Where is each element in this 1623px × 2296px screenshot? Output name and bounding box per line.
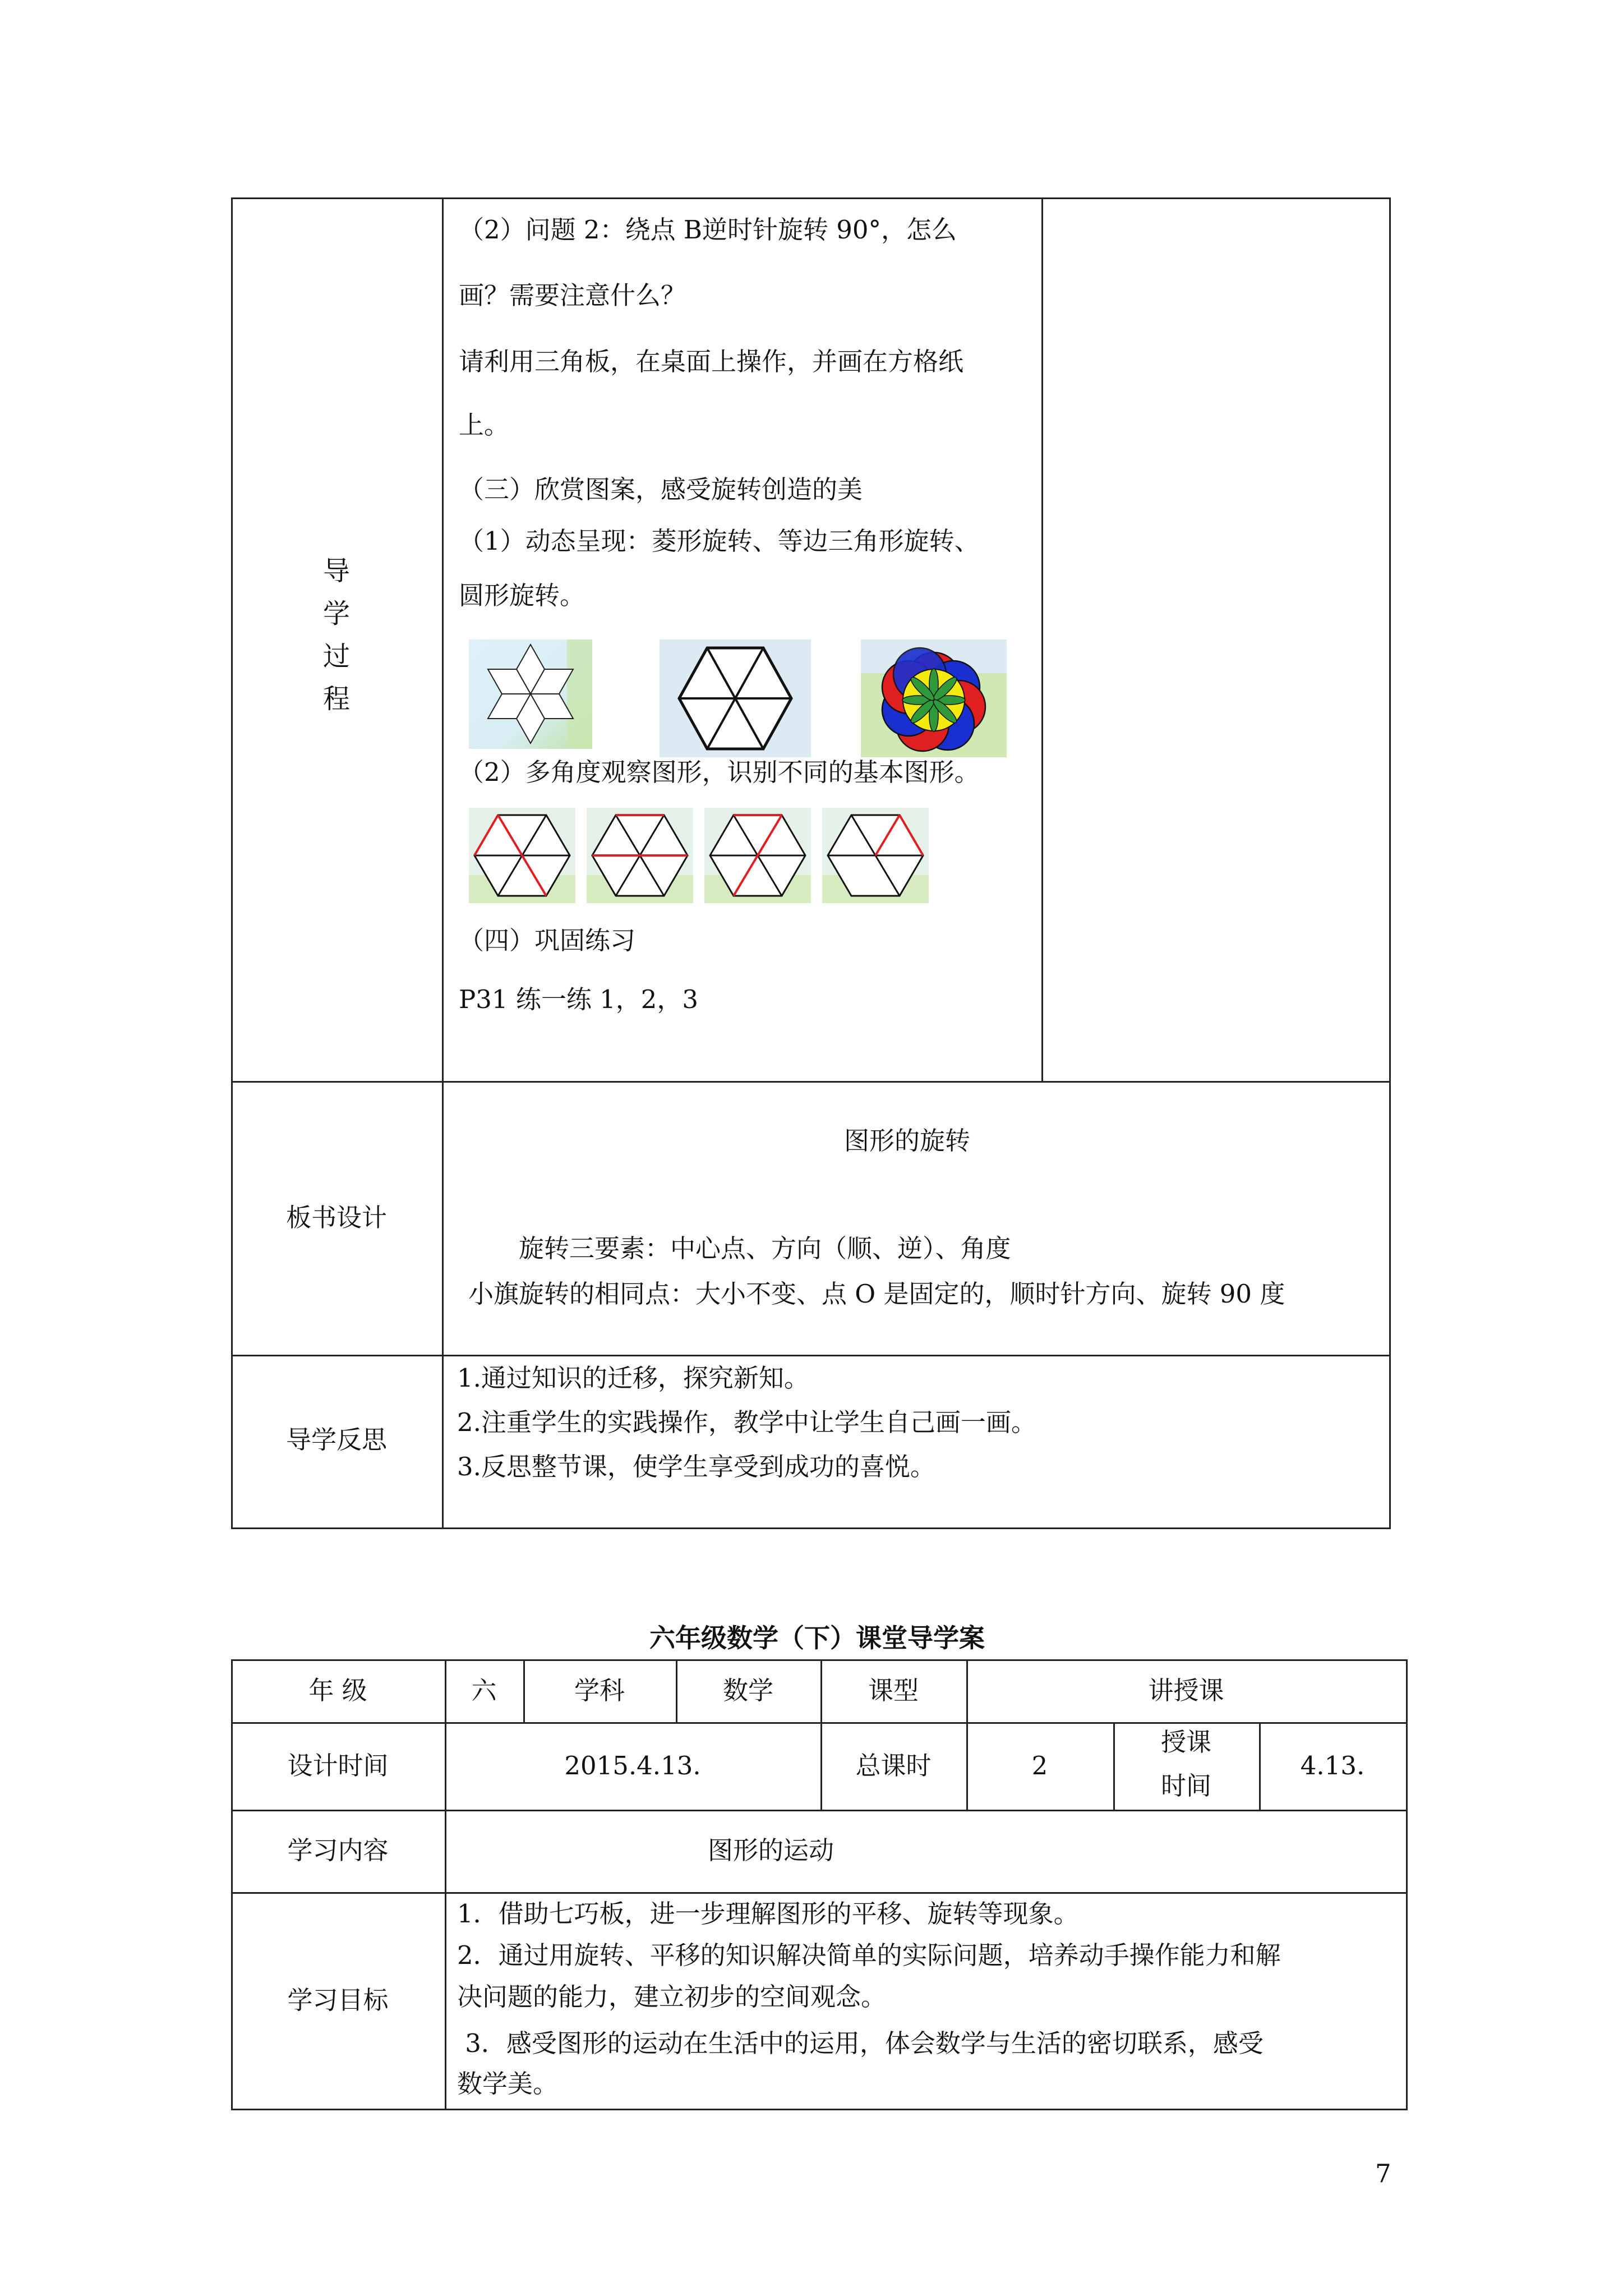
hexagon-variant-1 (469, 808, 575, 903)
guide-process-label: 导学过程 (322, 555, 350, 715)
page-title: 六年级数学（下）课堂导学案 (649, 1623, 985, 1653)
goal-line-4: 3．感受图形的运动在生活中的运用，体会数学与生活的密切联系，感受 (457, 2028, 1264, 2058)
guide-line-4: 上。 (459, 410, 510, 440)
guide-line-2: 画？需要注意什么？ (459, 280, 686, 310)
goal-line-1: 1．借助七巧板，进一步理解图形的平移、旋转等现象。 (457, 1899, 1079, 1929)
goal-line-2: 2．通过用旋转、平移的知识解决简单的实际问题，培养动手操作能力和解 (457, 1940, 1281, 1970)
hexagon-variant-4 (822, 808, 929, 903)
rhombus-rotation-image (469, 639, 592, 749)
total-lessons-value: 2 (1031, 1751, 1048, 1780)
content-label: 学习内容 (287, 1835, 389, 1865)
guide-line-6: （1）动态呈现：菱形旋转、等边三角形旋转、 (459, 526, 980, 556)
lesson-type-label: 课型 (868, 1676, 919, 1705)
subject-label: 学科 (574, 1676, 625, 1705)
hexagon-variant-2 (587, 808, 693, 903)
reflection-line-1: 1.通过知识的迁移，探究新知。 (457, 1363, 809, 1393)
grade-value: 六 (471, 1676, 497, 1705)
goal-line-3: 决问题的能力，建立初步的空间观念。 (457, 1982, 887, 2012)
design-time-value: 2015.4.13. (564, 1751, 701, 1780)
board-title: 图形的旋转 (844, 1126, 971, 1156)
teach-time-label-2: 时间 (1160, 1771, 1211, 1801)
grade-label: 年 级 (308, 1676, 367, 1705)
page-number: 7 (1375, 2159, 1391, 2188)
teach-time-label-1: 授课 (1160, 1727, 1211, 1757)
subject-value: 数学 (722, 1676, 773, 1705)
hexagon-variant-3 (704, 808, 811, 903)
practice-text: P31 练一练 1，2，3 (459, 984, 699, 1014)
circle-rotation-image (861, 639, 1007, 757)
observe-line: （2）多角度观察图形，识别不同的基本图形。 (459, 757, 980, 787)
hexagon-rotation-image (660, 639, 811, 757)
reflection-line-3: 3.反思整节课，使学生享受到成功的喜悦。 (457, 1452, 935, 1481)
goals-label: 学习目标 (287, 1985, 389, 2015)
teach-time-value: 4.13. (1300, 1751, 1365, 1780)
guide-line-7: 圆形旋转。 (459, 581, 585, 610)
board-line-1: 旋转三要素：中心点、方向（顺、逆）、角度 (519, 1234, 1011, 1263)
design-time-label: 设计时间 (287, 1751, 389, 1780)
reflection-line-2: 2.注重学生的实践操作，教学中让学生自己画一画。 (457, 1407, 1036, 1437)
guide-line-1: （2）问题 2：绕点 B逆时针旋转 90°，怎么 (459, 215, 957, 245)
goal-line-5: 数学美。 (457, 2069, 559, 2099)
guide-line-5: （三）欣赏图案，感受旋转创造的美 (459, 475, 863, 504)
practice-heading: （四）巩固练习 (459, 926, 636, 955)
board-design-label: 板书设计 (285, 1203, 387, 1232)
lesson-type-value: 讲授课 (1148, 1676, 1224, 1705)
board-line-2: 小旗旋转的相同点：大小不变、点 O 是固定的，顺时针方向、旋转 90 度 (468, 1279, 1285, 1309)
reflection-label: 导学反思 (285, 1425, 387, 1455)
total-lessons-label: 总课时 (855, 1751, 932, 1780)
guide-line-3: 请利用三角板，在桌面上操作，并画在方格纸 (459, 347, 964, 376)
content-value: 图形的运动 (708, 1835, 834, 1865)
